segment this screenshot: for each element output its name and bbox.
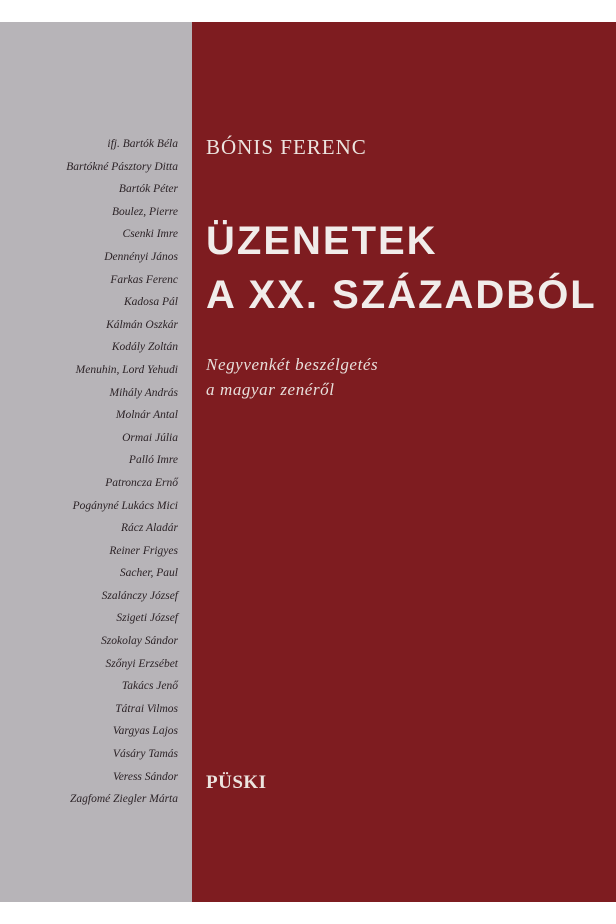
interviewee-name: Patroncza Ernő: [105, 476, 178, 489]
interviewee-name: Takács Jenő: [121, 680, 178, 693]
interviewee-name: Dennényi János: [104, 250, 178, 263]
interviewee-name: Kadosa Pál: [124, 296, 178, 309]
interviewee-name: Farkas Ferenc: [110, 273, 178, 286]
interviewee-name: Szalánczy József: [101, 589, 178, 602]
interviewee-name: Vásáry Tamás: [112, 748, 178, 761]
interviewee-name: Menuhin, Lord Yehudi: [75, 363, 178, 376]
interviewee-name: Boulez, Pierre: [111, 205, 178, 218]
interviewee-name: Reiner Frigyes: [109, 544, 178, 557]
title-line-1: ÜZENETEK: [206, 219, 438, 263]
title-panel: [192, 22, 616, 902]
interviewee-name: Bartók Péter: [118, 183, 178, 196]
author-name: BÓNIS FERENC: [206, 135, 367, 159]
subtitle-line-1: Negyvenkét beszélgetés: [206, 355, 379, 374]
interviewee-list: [0, 133, 178, 811]
book-title: [206, 214, 597, 322]
interviewee-name: Tátrai Vilmos: [115, 702, 178, 715]
interviewee-name: Sacher, Paul: [119, 567, 178, 580]
title-line-2: A XX. SZÁZADBÓL: [206, 273, 597, 317]
subtitle-line-2: a magyar zenéről: [206, 380, 335, 399]
interviewee-name: Mihály András: [109, 386, 178, 399]
interviewee-name: Rácz Aladár: [121, 522, 178, 535]
book-subtitle: [206, 352, 378, 402]
interviewee-name: Bartókné Pásztory Ditta: [66, 160, 178, 173]
interviewee-name: Csenki Imre: [122, 228, 178, 241]
interviewee-name: Szőnyi Erzsébet: [105, 657, 178, 670]
book-cover: [0, 22, 616, 902]
interviewee-name: Molnár Antal: [115, 409, 178, 422]
interviewee-name: ifj. Bartók Béla: [107, 138, 178, 150]
interviewee-name: Ormai Júlia: [122, 431, 178, 444]
publisher-name: PÜSKI: [206, 772, 267, 793]
interviewee-name: Pogányné Lukács Mici: [72, 499, 178, 512]
interviewee-name: Kodály Zoltán: [111, 341, 178, 354]
interviewee-name: Szokolay Sándor: [101, 635, 178, 648]
interviewee-name: Palló Imre: [128, 454, 178, 467]
interviewee-name: Veress Sándor: [112, 770, 178, 783]
interviewee-name: Vargyas Lajos: [112, 725, 178, 738]
interviewee-name: Kálmán Oszkár: [106, 318, 178, 331]
interviewee-name: Zagfomé Ziegler Márta: [70, 793, 178, 806]
interviewee-panel: [0, 22, 192, 902]
interviewee-name: Szigeti József: [116, 612, 178, 625]
